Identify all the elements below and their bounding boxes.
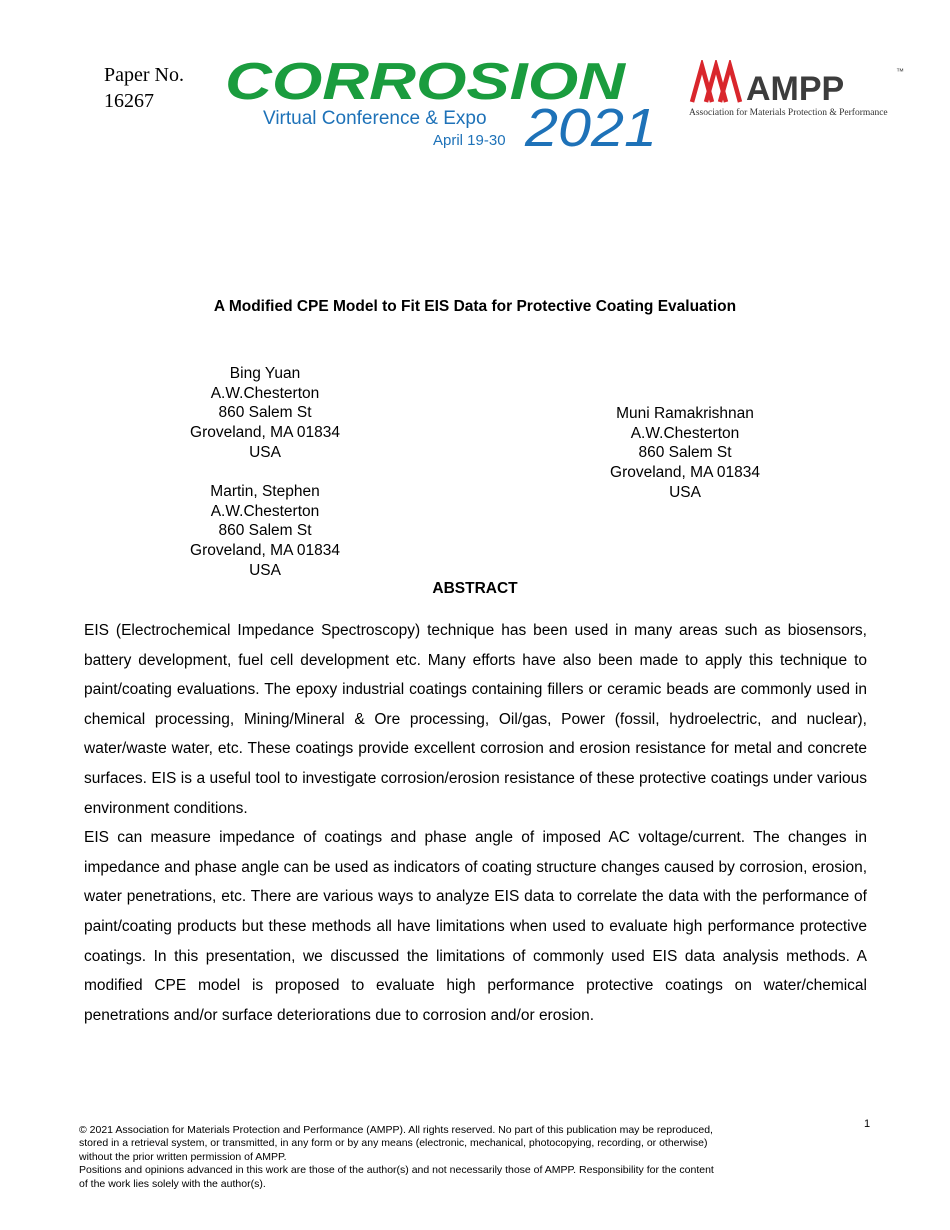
author-block <box>165 364 365 463</box>
author-street: 860 Salem St <box>218 404 312 422</box>
author-street: 860 Salem St <box>638 444 732 462</box>
ampp-trademark: ™ <box>896 67 904 76</box>
footer-line: stored in a retrieval system, or transmitted, in any form or by any means (electronic, mechanical, photocopying, recording, or otherwise) <box>79 1137 708 1150</box>
author-city: Groveland, MA 01834 <box>190 424 340 442</box>
author-block <box>165 482 365 581</box>
author-country: USA <box>669 483 701 501</box>
author-street: 860 Salem St <box>218 522 312 540</box>
ampp-name: AMPP <box>746 70 845 108</box>
paper-number-label: Paper No. <box>104 64 184 86</box>
abstract-paragraph: EIS (Electrochemical Impedance Spectroscopy) technique has been used in many areas such as biosensors, battery development, fuel cell development etc. Many efforts have also been made to apply this technique to paint/coating evaluations. The epoxy industrial coatings containing fillers or ceramic beads are commonly used in chemical processing, Mining/Mineral & Ore processing, Oil/gas, Power (fossil, hydroelectric, and nuclear), water/waste water, etc. These coatings provide excellent corrosion and erosion resistance for metal and concrete surfaces. EIS is a useful tool to investigate corrosion/erosion resistance of these protective coatings under various environment conditions. <box>84 622 867 817</box>
footer-line: Positions and opinions advanced in this work are those of the author(s) and not necessarily those of AMPP. Responsibility for the content <box>79 1164 714 1177</box>
conference-dates: April 19-30 <box>433 132 506 149</box>
author-name: Martin, Stephen <box>210 483 320 500</box>
footer-line: of the work lies solely with the author(s). <box>79 1177 266 1190</box>
conference-year: 2021 <box>523 98 657 152</box>
ampp-emblem-icon <box>692 66 740 102</box>
author-block <box>585 404 785 503</box>
author-organization: A.W.Chesterton <box>210 502 320 520</box>
corrosion-2021-logo <box>225 52 665 152</box>
author-city: Groveland, MA 01834 <box>610 464 760 482</box>
author-city: Groveland, MA 01834 <box>190 542 340 560</box>
conference-name: CORROSION <box>225 53 627 111</box>
abstract-paragraph: EIS can measure impedance of coatings and phase angle of imposed AC voltage/current. The changes in impedance and phase angle can be used as indicators of coating structure changes caused by corrosion, erosion, water penetrations, etc. There are various ways to analyze EIS data to correlate the data with the performance of paint/coating products but these methods all have limitations when used to evaluate high performance protective coatings. In this presentation, we discussed the limitations of commonly used EIS data analysis methods. A modified CPE model is proposed to evaluate high performance protective coatings on water/chemical penetrations and/or surface deteriorations due to corrosion and/or erosion. <box>84 829 867 1024</box>
author-organization: A.W.Chesterton <box>210 384 320 402</box>
author-name: Bing Yuan <box>229 365 301 382</box>
footer-line: © 2021 Association for Materials Protection and Performance (AMPP). All rights reserved. No part of this publication may be reproduced, <box>79 1124 713 1136</box>
paper-title: A Modified CPE Model to Fit EIS Data for Protective Coating Evaluation <box>213 298 737 315</box>
author-country: USA <box>249 443 281 461</box>
copyright-footer <box>79 1124 869 1191</box>
author-country: USA <box>249 561 281 579</box>
page-number: 1 <box>864 1118 871 1130</box>
paper-number-value: 16267 <box>104 90 154 112</box>
abstract-heading: ABSTRACT <box>432 580 518 597</box>
conference-subtitle: Virtual Conference & Expo <box>263 108 487 129</box>
abstract-body <box>84 616 867 1030</box>
author-name: Muni Ramakrishnan <box>616 405 754 422</box>
ampp-tagline: Association for Materials Protection & Performance <box>689 108 888 118</box>
author-organization: A.W.Chesterton <box>630 424 740 442</box>
footer-line: without the prior written permission of AMPP. <box>79 1150 287 1163</box>
paper-number <box>104 62 184 114</box>
